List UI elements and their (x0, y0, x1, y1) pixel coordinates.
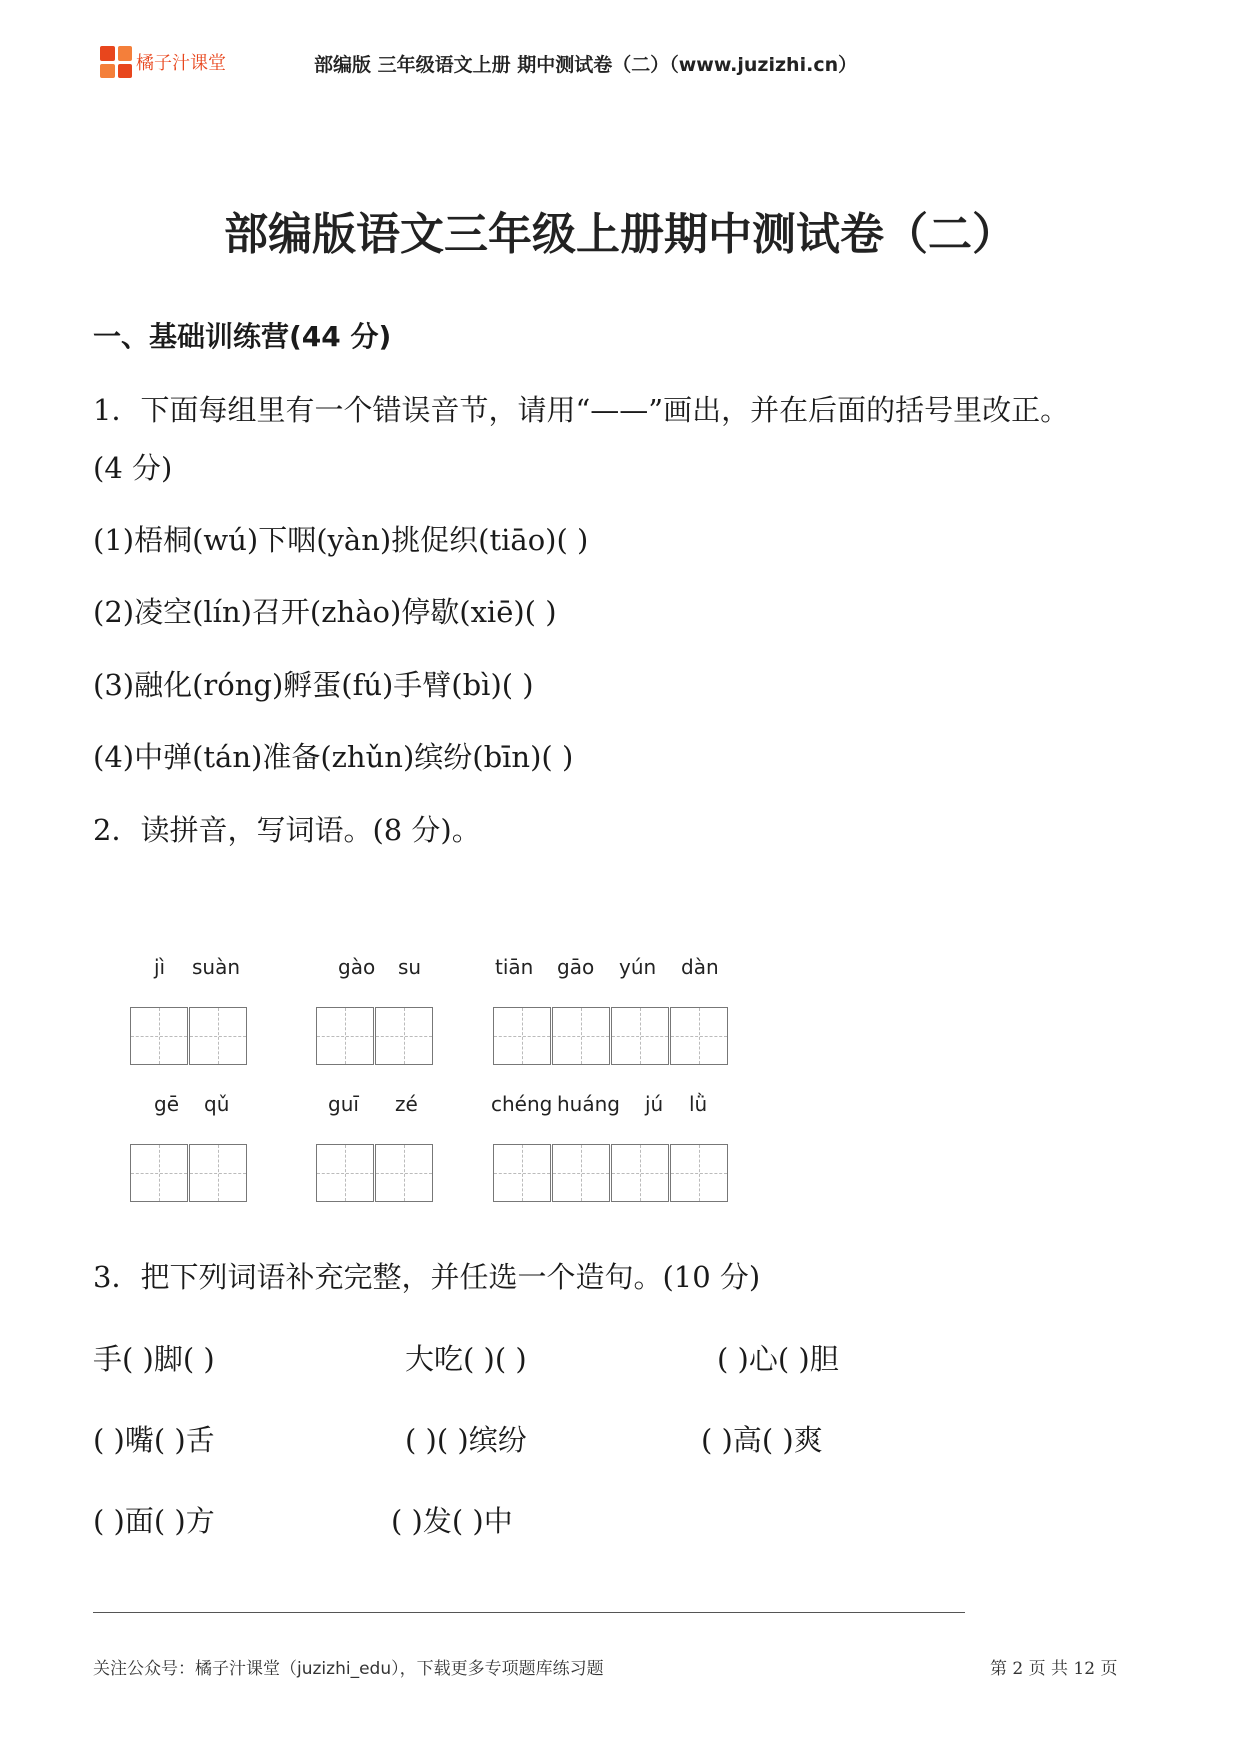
writing-box[interactable] (552, 1144, 610, 1202)
idiom-blank: ( )面( )方 (93, 1504, 215, 1538)
writing-box[interactable] (189, 1007, 247, 1065)
section-1-title: 一、基础训练营(44 分) (93, 320, 392, 353)
pinyin-label: su (398, 955, 422, 979)
writing-box[interactable] (493, 1144, 551, 1202)
header-title: 部编版 三年级语文上册 期中测试卷（二）（www.juzizhi.cn） (314, 54, 858, 76)
pinyin-label: huáng (557, 1092, 620, 1116)
idiom-blank: ( )( )缤纷 (405, 1423, 527, 1457)
writing-box[interactable] (316, 1007, 374, 1065)
writing-box[interactable] (130, 1007, 188, 1065)
writing-boxes (493, 1144, 729, 1202)
idiom-blank: ( )高( )爽 (701, 1423, 823, 1457)
pinyin-label: chéng (491, 1092, 553, 1116)
writing-box[interactable] (493, 1007, 551, 1065)
pinyin-label: jì (154, 955, 166, 979)
pinyin-label: qǔ (204, 1092, 230, 1116)
footer-divider (93, 1612, 965, 1613)
pinyin-label: dàn (681, 955, 719, 979)
writing-box[interactable] (552, 1007, 610, 1065)
writing-boxes (130, 1007, 248, 1065)
idiom-blank: ( )心( )胆 (717, 1342, 839, 1376)
logo-text: 橘子汁课堂 (136, 53, 226, 74)
document-title: 部编版语文三年级上册期中测试卷（二） (224, 209, 1016, 260)
q1-points: (4 分) (93, 451, 173, 485)
pinyin-label: tiān (495, 955, 534, 979)
writing-box[interactable] (130, 1144, 188, 1202)
writing-box[interactable] (670, 1144, 728, 1202)
idiom-blank: ( )嘴( )舌 (93, 1423, 215, 1457)
q1-item: (4)中弹(tán)准备(zhǔn)缤纷(bīn)( ) (93, 740, 574, 774)
pinyin-label: gāo (557, 955, 595, 979)
writing-boxes (130, 1144, 248, 1202)
pinyin-label: lǜ (689, 1092, 708, 1116)
logo-grid-icon (100, 46, 132, 78)
idiom-blank: 大吃( )( ) (405, 1342, 527, 1376)
pinyin-label: suàn (192, 955, 241, 979)
q2-prompt: 2．读拼音，写词语。(8 分)。 (93, 813, 481, 847)
pinyin-label: guī (328, 1092, 359, 1116)
writing-box[interactable] (611, 1007, 669, 1065)
writing-boxes (493, 1007, 729, 1065)
pinyin-label: zé (395, 1092, 418, 1116)
writing-box[interactable] (670, 1007, 728, 1065)
brand-logo (100, 46, 226, 78)
q1-item: (2)凌空(lín)召开(zhào)停歇(xiē)( ) (93, 595, 557, 629)
pinyin-label: jú (645, 1092, 664, 1116)
writing-boxes (316, 1144, 434, 1202)
footer-note: 关注公众号：橘子汁课堂（juzizhi_edu），下载更多专项题库练习题 (93, 1659, 604, 1679)
page-number: 第 2 页 共 12 页 (990, 1659, 1118, 1679)
idiom-blank: ( )发( )中 (391, 1504, 513, 1538)
pinyin-label: yún (619, 955, 657, 979)
writing-box[interactable] (611, 1144, 669, 1202)
writing-box[interactable] (375, 1144, 433, 1202)
q1-item: (1)梧桐(wú)下咽(yàn)挑促织(tiāo)( ) (93, 523, 589, 557)
page-header (0, 0, 1240, 100)
q1-item: (3)融化(róng)孵蛋(fú)手臂(bì)( ) (93, 668, 534, 702)
writing-boxes (316, 1007, 434, 1065)
pinyin-label: gē (154, 1092, 179, 1116)
pinyin-label: gào (338, 955, 376, 979)
q1-prompt: 1．下面每组里有一个错误音节，请用“——”画出，并在后面的括号里改正。 (93, 393, 1070, 427)
writing-box[interactable] (375, 1007, 433, 1065)
writing-box[interactable] (189, 1144, 247, 1202)
q3-prompt: 3．把下列词语补充完整，并任选一个造句。(10 分) (93, 1260, 761, 1294)
writing-box[interactable] (316, 1144, 374, 1202)
idiom-blank: 手( )脚( ) (93, 1342, 215, 1376)
